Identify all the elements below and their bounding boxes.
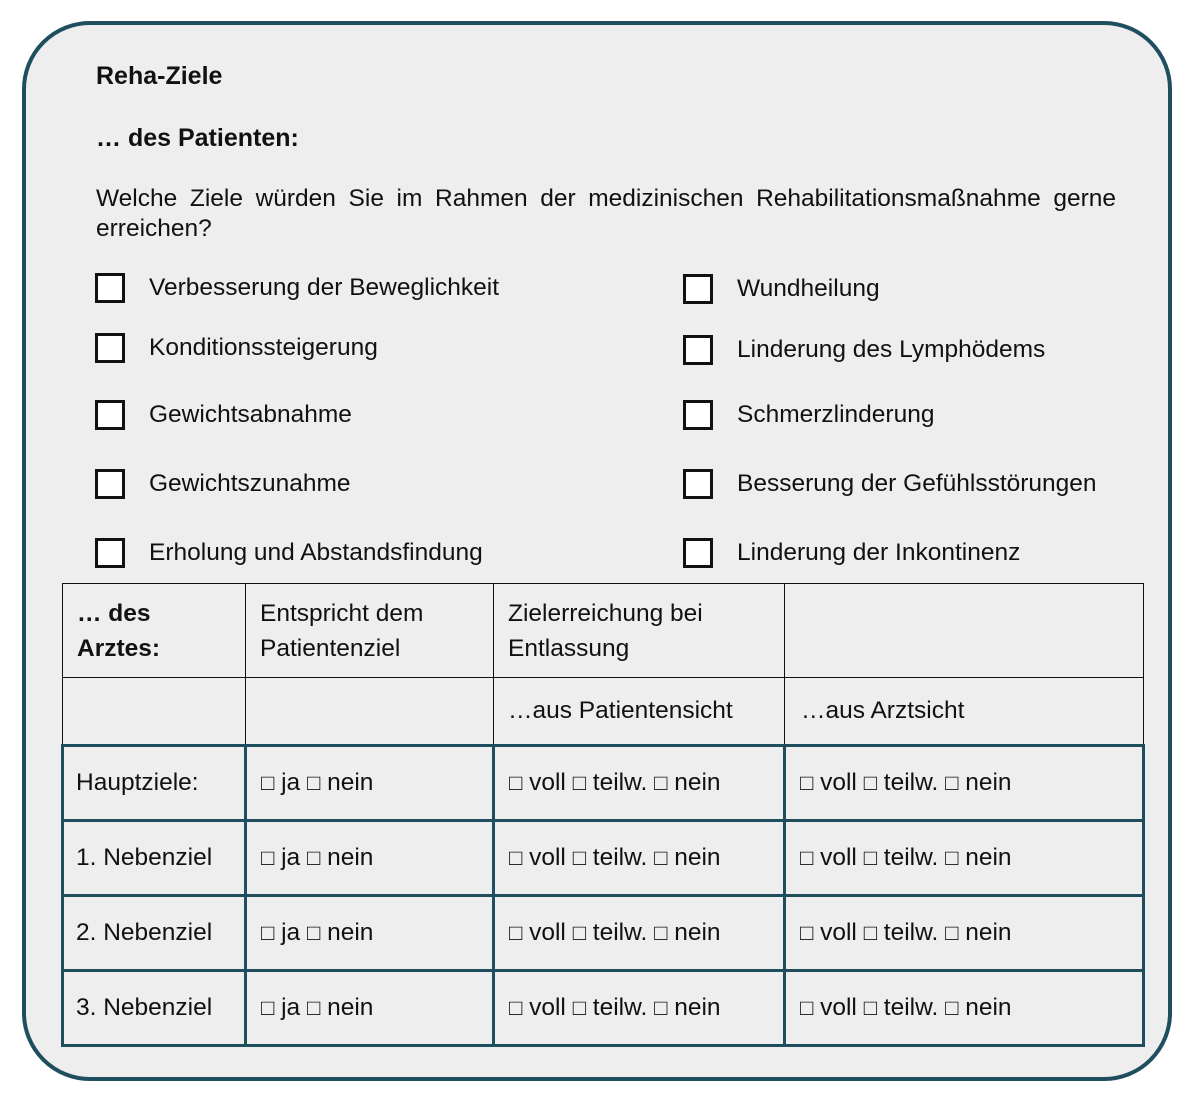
checkbox[interactable] — [95, 400, 125, 430]
goal-label: Gewichtsabnahme — [149, 401, 352, 428]
subheader-empty — [246, 678, 494, 746]
checkbox[interactable] — [95, 538, 125, 568]
match-options[interactable]: □ ja □ nein — [246, 821, 494, 896]
doctor-achievement-options[interactable]: □ voll □ teilw. □ nein — [785, 896, 1144, 971]
patient-achievement-options[interactable]: □ voll □ teilw. □ nein — [494, 896, 785, 971]
table-header-row — [63, 584, 1144, 678]
table-row — [63, 746, 1144, 821]
goal-label: Schmerzlinderung — [737, 401, 935, 428]
goal-option[interactable] — [683, 469, 1097, 499]
header-achievement: Zielerreichung bei Entlassung — [494, 584, 785, 678]
doctor-achievement-options[interactable]: □ voll □ teilw. □ nein — [785, 821, 1144, 896]
form-title: Reha-Ziele — [96, 62, 223, 90]
header-empty — [785, 584, 1144, 678]
goal-label: Besserung der Gefühlsstörungen — [737, 470, 1097, 497]
checkbox[interactable] — [683, 274, 713, 304]
patient-achievement-options[interactable]: □ voll □ teilw. □ nein — [494, 746, 785, 821]
table-row — [63, 821, 1144, 896]
subheader-empty — [63, 678, 246, 746]
table-subheader-row — [63, 678, 1144, 746]
checkbox[interactable] — [95, 273, 125, 303]
table-row — [63, 971, 1144, 1046]
checkbox[interactable] — [683, 538, 713, 568]
doctor-achievement-options[interactable]: □ voll □ teilw. □ nein — [785, 746, 1144, 821]
row-label: Hauptziele: — [63, 746, 246, 821]
goal-label: Gewichtszunahme — [149, 470, 351, 497]
row-label: 1. Nebenziel — [63, 821, 246, 896]
checkbox[interactable] — [683, 400, 713, 430]
goal-label: Wundheilung — [737, 275, 880, 302]
subheader-doctor-view: …aus Arztsicht — [785, 678, 1144, 746]
goal-option[interactable] — [95, 400, 352, 430]
match-options[interactable]: □ ja □ nein — [246, 746, 494, 821]
checkbox[interactable] — [95, 333, 125, 363]
doctor-achievement-options[interactable]: □ voll □ teilw. □ nein — [785, 971, 1144, 1046]
patient-achievement-options[interactable]: □ voll □ teilw. □ nein — [494, 821, 785, 896]
goal-option[interactable] — [683, 274, 880, 304]
checkbox[interactable] — [683, 469, 713, 499]
goal-option[interactable] — [95, 538, 483, 568]
subheader-patient-view: …aus Patientensicht — [494, 678, 785, 746]
goal-label: Erholung und Abstandsfindung — [149, 539, 483, 566]
goal-option[interactable] — [95, 333, 378, 363]
goal-option[interactable] — [683, 400, 934, 430]
goal-option[interactable] — [95, 469, 351, 499]
patient-heading: … des Patienten: — [96, 124, 299, 152]
match-options[interactable]: □ ja □ nein — [246, 896, 494, 971]
header-matches: Entspricht dem Patientenziel — [246, 584, 494, 678]
checkbox[interactable] — [683, 335, 713, 365]
row-label: 2. Nebenziel — [63, 896, 246, 971]
goal-option[interactable] — [683, 538, 1020, 568]
match-options[interactable]: □ ja □ nein — [246, 971, 494, 1046]
question-text: Welche Ziele würden Sie im Rahmen der medizinischen Rehabilitationsmaßnahme gerne erreichen? — [96, 185, 1116, 242]
goal-label: Linderung des Lymphödems — [737, 336, 1046, 363]
goal-label: Verbesserung der Beweglichkeit — [149, 274, 500, 301]
doctor-goals-table — [61, 583, 1145, 1047]
checkbox[interactable] — [95, 469, 125, 499]
goal-option[interactable] — [683, 335, 1045, 365]
header-doctor: … des Arztes: — [63, 584, 246, 678]
goal-label: Linderung der Inkontinenz — [737, 539, 1021, 566]
row-label: 3. Nebenziel — [63, 971, 246, 1046]
patient-achievement-options[interactable]: □ voll □ teilw. □ nein — [494, 971, 785, 1046]
goal-option[interactable] — [95, 273, 499, 303]
goal-label: Konditionssteigerung — [149, 334, 378, 361]
table-row — [63, 896, 1144, 971]
